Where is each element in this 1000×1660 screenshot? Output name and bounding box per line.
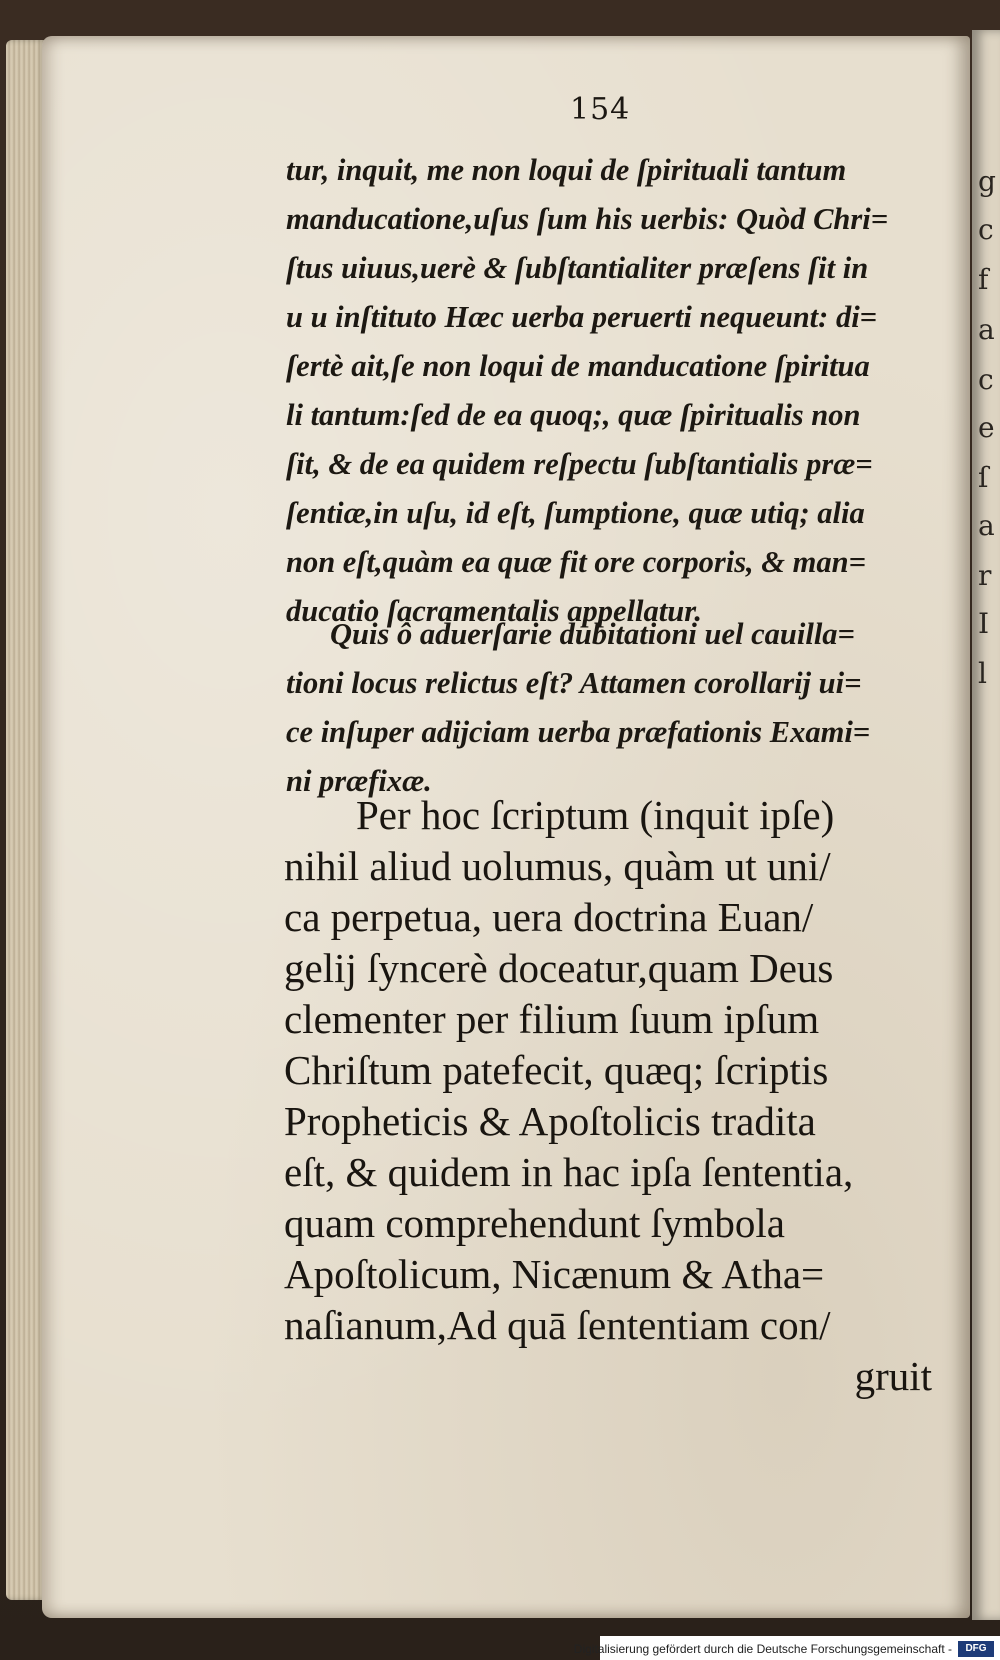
text-line: ducatio ſacramentalis appellatur. [286, 594, 703, 628]
text-line: u u inſtituto Hæc uerba peruerti nequeunt: di= [286, 300, 878, 334]
quote-line: Chriſtum patefecit, quæq; ſcriptis [284, 1047, 829, 1093]
text-line: non eſt,quàm ea quæ fit ore corporis, & man= [286, 545, 866, 579]
facing-glyph: g [978, 165, 996, 198]
quote-line: quam comprehendunt ſymbola [284, 1200, 785, 1246]
quote-line: naſianum,Ad quā ſententiam con/ [284, 1302, 831, 1348]
facing-glyph: e [978, 411, 995, 444]
text-line: ſentiæ,in uſu, id eſt, ſumptione, quæ utiq; alia [286, 496, 865, 530]
text-line: Quis ô aduerſarie dubitationi uel cauilla= [330, 617, 855, 651]
text-line: tioni locus relictus eſt? Attamen corollarij ui= [286, 666, 862, 700]
text-line: ſertè ait,ſe non loqui de manducatione ſpiritua [286, 349, 870, 383]
facing-glyph: f [978, 263, 989, 296]
funding-credit: Digitalisierung gefördert durch die Deutsche Forschungsgemeinschaft - [573, 1642, 952, 1656]
page-number: 154 [570, 92, 631, 127]
facing-page-strip [972, 30, 1000, 1620]
facing-glyph: c [978, 213, 994, 246]
quote-line: clementer per filium ſuum ipſum [284, 996, 820, 1042]
text-line: ni præfixæ. [286, 764, 432, 798]
facing-glyph: a [978, 509, 995, 542]
facing-glyph: r [978, 559, 992, 592]
text-line: ſit, & de ea quidem reſpectu ſubſtantialis præ= [286, 447, 873, 481]
text-line: manducatione,uſus ſum his uerbis: Quòd Chri= [286, 202, 889, 236]
text-line: ce inſuper adijciam uerba præfationis Exami= [286, 715, 871, 749]
footer-bar [573, 1636, 1000, 1660]
quotation-block [284, 790, 932, 1402]
dfg-logo: DFG [958, 1641, 994, 1657]
facing-glyph: a [978, 313, 995, 346]
page-edges [6, 40, 46, 1600]
facing-glyph: ſ [978, 461, 989, 494]
text-line: li tantum:ſed de ea quoq;, quæ ſpiritualis non [286, 398, 861, 432]
facing-glyph: l [978, 657, 987, 690]
facing-glyph: I [978, 607, 990, 640]
facing-glyph: c [978, 363, 994, 396]
quote-line: ca perpetua, uera doctrina Euan/ [284, 894, 814, 940]
catchword: gruit [854, 1353, 932, 1399]
quote-line: nihil aliud uolumus, quàm ut uni/ [284, 843, 831, 889]
text-line: ſtus uiuus,uerè & ſubſtantialiter præſens ſit in [286, 251, 869, 285]
paragraph-1 [286, 146, 926, 636]
text-line: tur, inquit, me non loqui de ſpirituali tantum [286, 153, 847, 187]
quote-line: eſt, & quidem in hac ipſa ſententia, [284, 1149, 854, 1195]
quote-line: Propheticis & Apoſtolicis tradita [284, 1098, 816, 1144]
quote-line: gelij ſyncerè doceatur,quam Deus [284, 945, 834, 991]
paragraph-2 [286, 610, 926, 806]
quote-line: Apoſtolicum, Nicænum & Atha= [284, 1251, 825, 1297]
quote-line: Per hoc ſcriptum (inquit ipſe) [356, 792, 835, 838]
